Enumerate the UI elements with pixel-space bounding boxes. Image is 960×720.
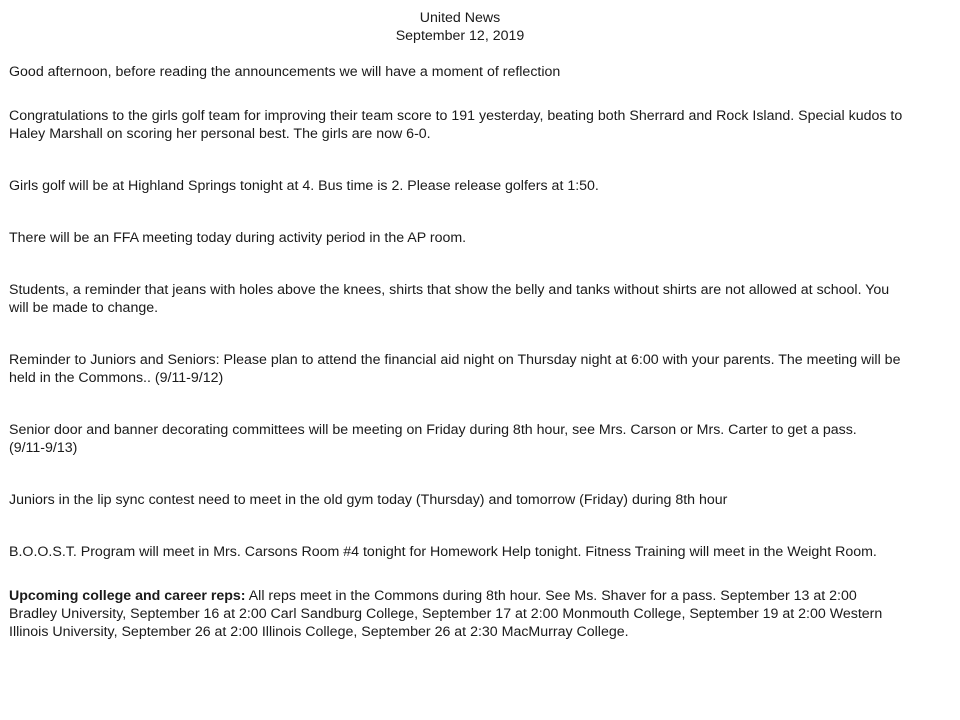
newsletter-date: September 12, 2019 bbox=[395, 28, 525, 44]
golf-congrats-line-2: Haley Marshall on scoring her personal best. The girls are now 6-0. bbox=[9, 126, 431, 142]
ffa-meeting-text: There will be an FFA meeting today during activity period in the AP room. bbox=[9, 230, 467, 246]
financial-aid-line-2: held in the Commons.. (9/11-9/12) bbox=[9, 370, 224, 386]
dress-code-line-2: will be made to change. bbox=[9, 300, 159, 316]
senior-door-line-1: Senior door and banner decorating committees will be meeting on Friday during 8th hour, see Mrs. Carson or Mrs. Carter to get a pass. bbox=[9, 422, 857, 438]
dress-code-line-1: Students, a reminder that jeans with holes above the knees, shirts that show the belly and tanks without shirts are not allowed at school. You bbox=[9, 282, 890, 298]
golf-schedule-paragraph bbox=[9, 177, 949, 195]
golf-congrats-paragraph bbox=[9, 107, 949, 143]
senior-door-line-2: (9/11-9/13) bbox=[9, 440, 78, 456]
boost-program-text: B.O.O.S.T. Program will meet in Mrs. Carsons Room #4 tonight for Homework Help tonight. Fitness Training will meet in the Weight Room. bbox=[9, 544, 877, 560]
ffa-meeting-paragraph bbox=[9, 229, 949, 247]
intro-paragraph bbox=[9, 63, 949, 81]
college-reps-paragraph bbox=[9, 587, 949, 641]
golf-schedule-text: Girls golf will be at Highland Springs tonight at 4. Bus time is 2. Please release golfers at 1:50. bbox=[9, 178, 599, 194]
dress-code-paragraph bbox=[9, 281, 949, 317]
newsletter-title: United News bbox=[419, 10, 501, 26]
senior-door-paragraph bbox=[9, 421, 949, 457]
college-reps-heading: Upcoming college and career reps: bbox=[9, 588, 246, 604]
lip-sync-text: Juniors in the lip sync contest need to meet in the old gym today (Thursday) and tomorrow (Friday) during 8th hour bbox=[9, 492, 728, 508]
boost-program-paragraph bbox=[9, 543, 949, 561]
college-reps-line-2: Bradley University, September 16 at 2:00 Carl Sandburg College, September 17 at 2:00 Monmouth College, September 19 at 2:00 Western bbox=[9, 606, 883, 622]
financial-aid-paragraph bbox=[9, 351, 949, 387]
college-reps-line-1: All reps meet in the Commons during 8th hour. See Ms. Shaver for a pass. September 13 at 2:00 bbox=[245, 588, 857, 604]
financial-aid-line-1: Reminder to Juniors and Seniors: Please plan to attend the financial aid night on Thursday night at 6:00 with your parents. The meeting will be bbox=[9, 352, 901, 368]
college-reps-line-3: Illinois University, September 26 at 2:00 Illinois College, September 26 at 2:30 MacMurray College. bbox=[9, 624, 629, 640]
intro-text: Good afternoon, before reading the announcements we will have a moment of reflection bbox=[9, 64, 561, 80]
lip-sync-paragraph bbox=[9, 491, 949, 509]
golf-congrats-line-1: Congratulations to the girls golf team for improving their team score to 191 yesterday, beating both Sherrard and Rock Island. Special kudos to bbox=[9, 108, 903, 124]
